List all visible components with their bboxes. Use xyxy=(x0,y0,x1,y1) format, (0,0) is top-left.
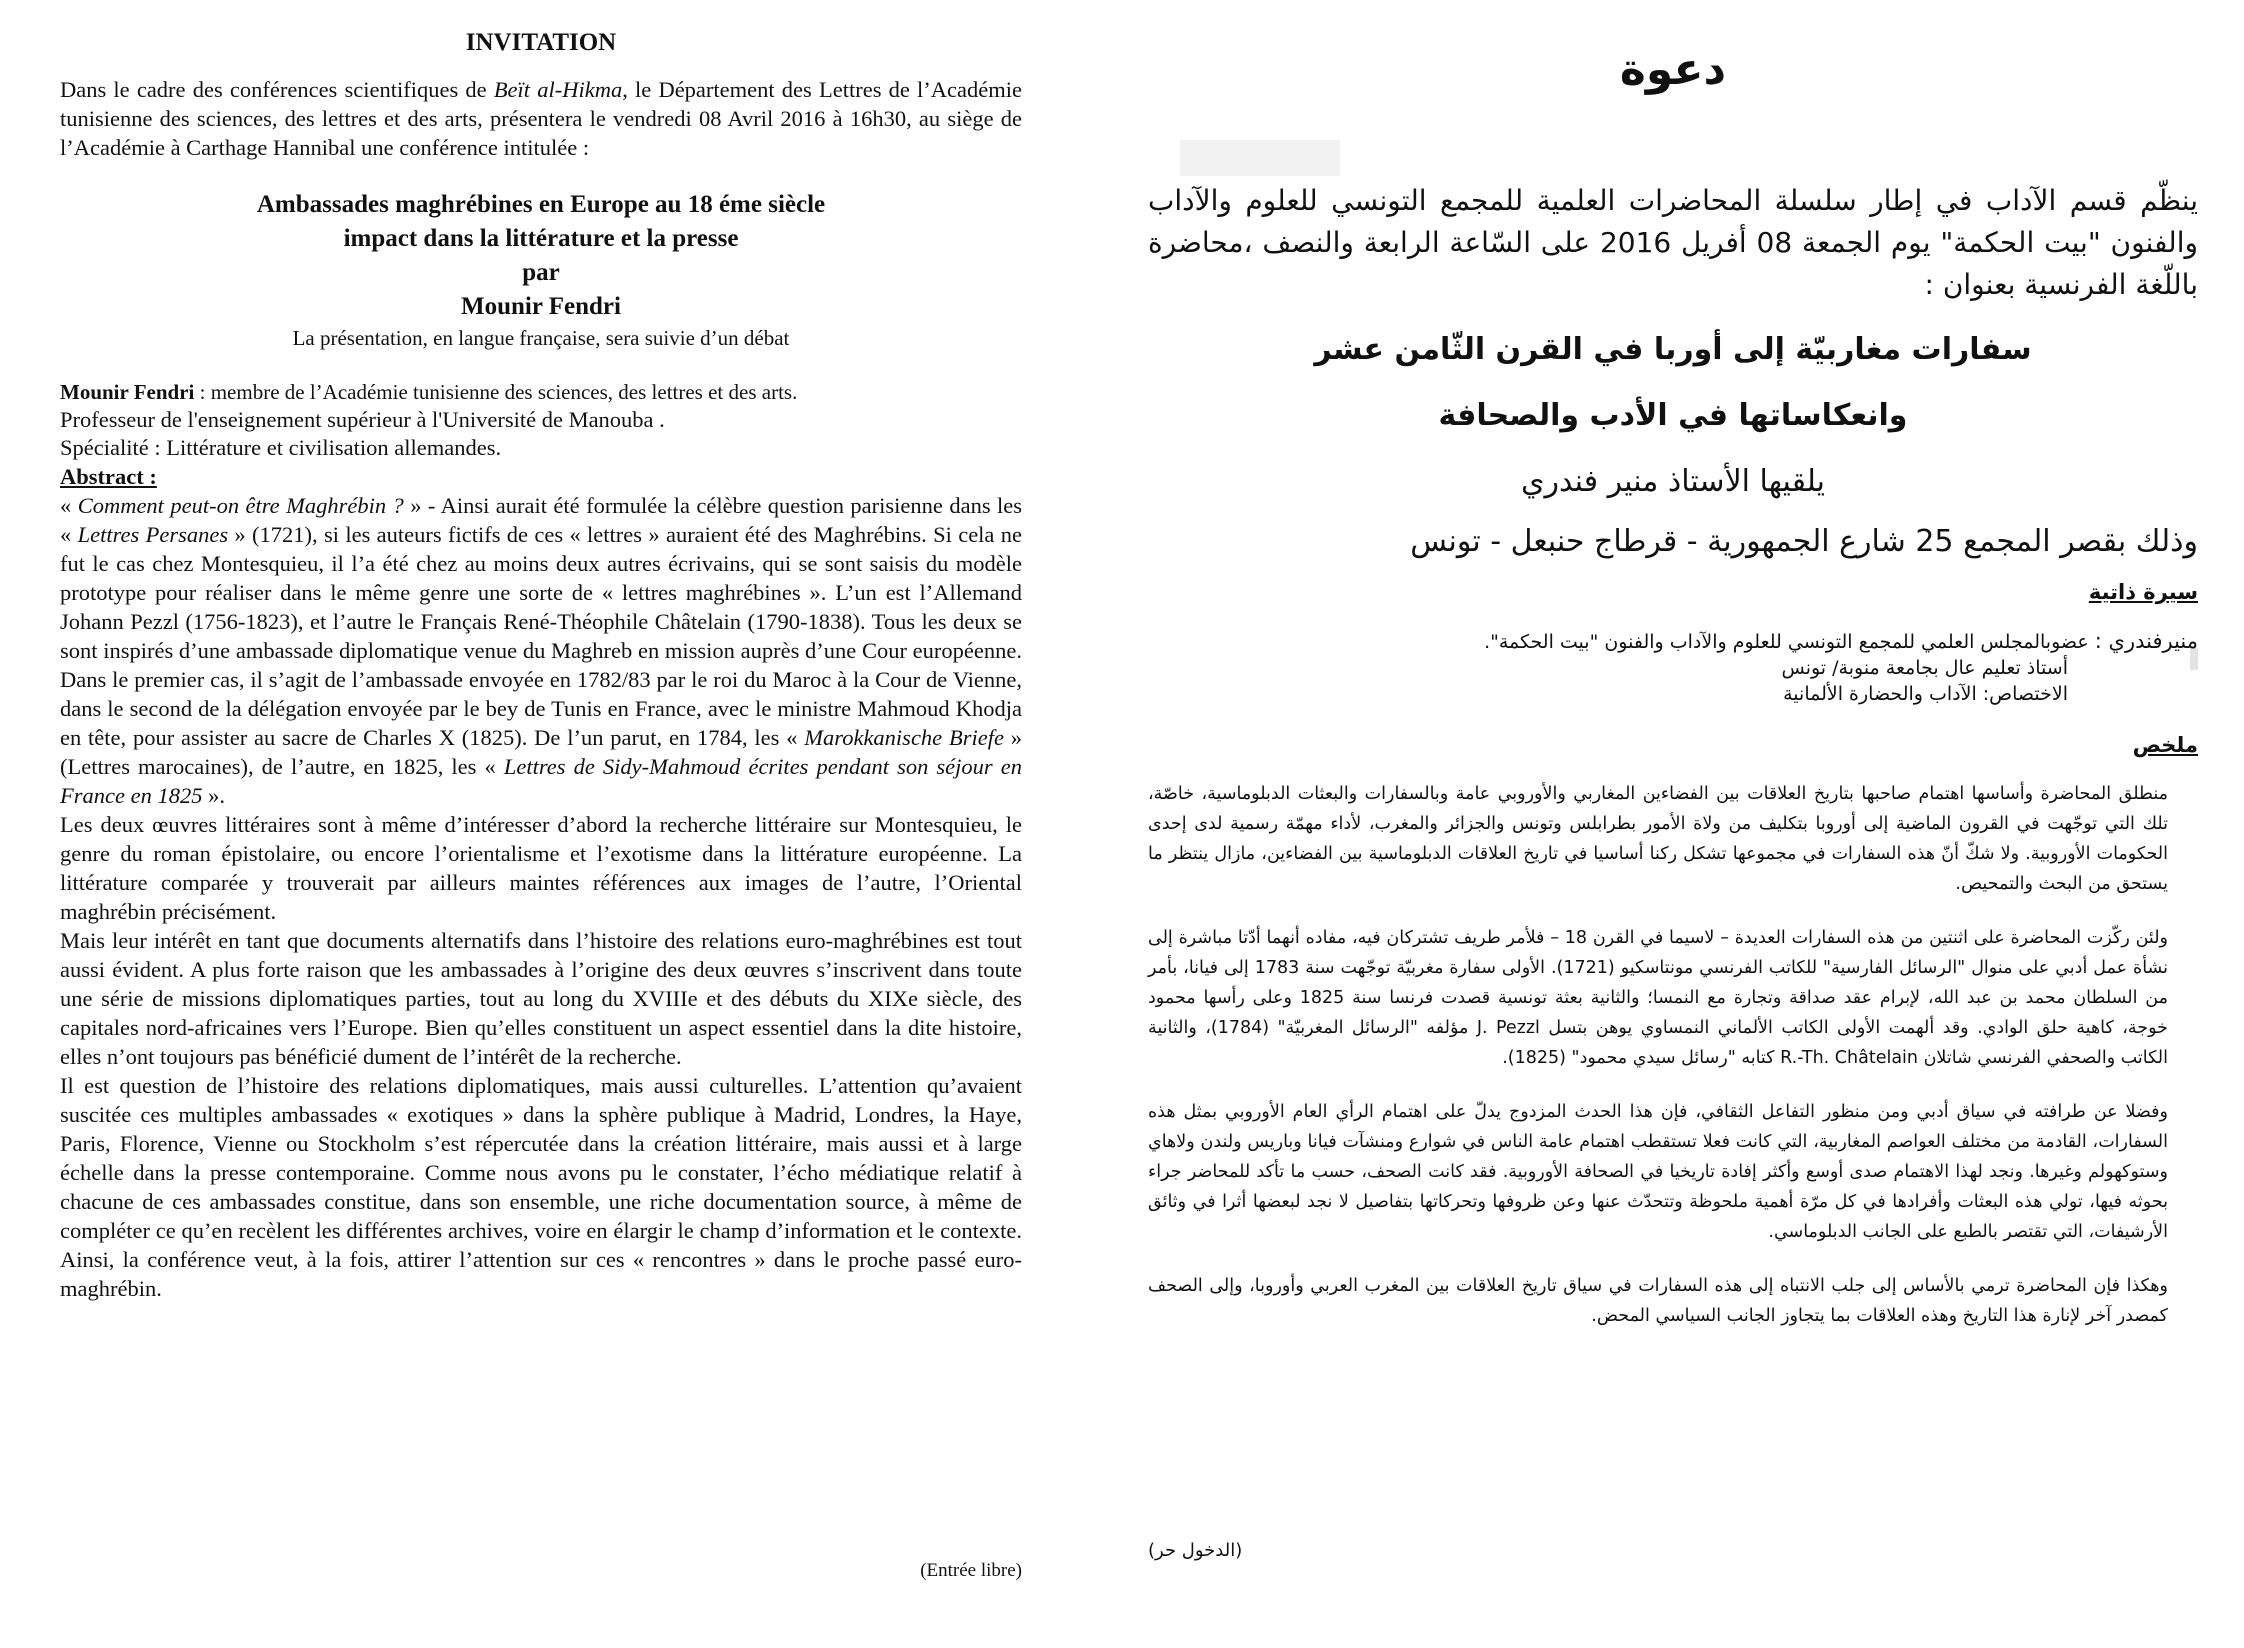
free-entry-note: (Entrée libre) xyxy=(920,1560,1022,1581)
abstract-paragraph: Il est question de l’histoire des relations diplomatiques, mais aussi culturelles. L’attention qu’avaient suscitée ces multiples ambassades « exotiques » dans la sphère publique à Madrid, Londres, la Haye, Paris, Florence, Vienne ou Stockholm s’est répercutée dans la création littéraire, mais aussi et à large échelle dans la presse contemporaine. Comme nous avons pu le constater, l’écho médiatique relatif à chacune de ces ambassades constitue, dans son ensemble, une riche documentation source, à même de compléter ce qu’en recèlent les différentes archives, voire en élargir le champ d’information et le contexte. Ainsi, la conférence veut, à la fois, attirer l’attention sur ces « rencontres » dans le proche passé euro-maghrébin. xyxy=(60,1073,1022,1301)
arabic-bio xyxy=(1148,628,2198,707)
arabic-invitation xyxy=(1148,40,2198,1561)
bio-position: Professeur de l'enseignement supérieur à l'Université de Manouba . xyxy=(60,407,665,432)
french-title: INVITATION xyxy=(465,29,617,56)
bio-specialty: Spécialité : Littérature et civilisation allemandes. xyxy=(60,435,502,460)
intro-text: Dans le cadre des conférences scientifiques de xyxy=(60,77,494,102)
abstract-paragraph: Mais leur intérêt en tant que documents alternatifs dans l’histoire des relations euro-maghrébines est tout aussi évident. A plus forte raison que les ambassades à l’origine des deux œuvres s’inscrivent dans toute une série de missions diplomatiques parties, tout au long du XVIIIe et des débuts du XIXe siècle, des capitales nord-africaines vers l’Europe. Bien qu’elles constituent un aspect essentiel dans la dite histoire, elles n’ont toujours pas bénéficié dument de l’intérêt de la recherche. xyxy=(60,928,1022,1069)
talk-title-line1: Ambassades maghrébines en Europe au 18 éme siècle xyxy=(256,191,826,218)
abstract-heading: Abstract : xyxy=(60,464,157,489)
bio-role: : membre de l’Académie tunisienne des sciences, des lettres et des arts. xyxy=(194,380,798,404)
french-abstract xyxy=(60,462,1022,1303)
french-invitation xyxy=(60,28,1023,1581)
arabic-title: دعوة xyxy=(1619,44,1727,95)
abstract-paragraph: ولئن ركّزت المحاضرة على اثنتين من هذه السفارات العديدة – لاسيما في القرن 18 – فلأمر طريف تشتركان فيه، مفاده أنهما أدّتا مباشرة إلى نشأة عمل أدبي على منوال "الرسائل الفارسية" للكاتب الفرنسي مونتاسكيو (1721). الأولى سفارة مغربيّة توجّهت سنة 1783 إلى فيانا، بأمر من السلطان محمد بن عبد الله، لإبرام عقد صداقة وتجارة مع النمسا؛ والثانية بعثة تونسية قصدت فرنسا سنة 1825 وعلى رأسها محمود خوجة، كاهية حلق الوادي. وقد ألهمت الأولى الكاتب الألماني النمساوي يوهن بتسل J. Pezzl مؤلفه "الرسائل المغربيّة" (1784)، والثانية الكاتب والصحفي الفرنسي شاتلان R.-Th. Châtelain كتابه "رسائل سيدي محمود" (1825). xyxy=(1148,928,2169,1068)
abstract-heading: ملخص xyxy=(2132,733,2198,757)
bio-name: منيرفندري : xyxy=(2094,629,2198,653)
abstract-paragraph: وهكذا فإن المحاضرة ترمي بالأساس إلى جلب الانتباه إلى هذه السفارات في سياق تاريخ العلاقات بين المغرب العربي وأوروبا، وإلى الصحف كمصدر آخر لإنارة هذا التاريخ وهذه العلاقات بما يتجاوز الجانب السياسي المحض. xyxy=(1148,1276,2168,1326)
french-intro xyxy=(60,75,1022,162)
talk-title-line2: impact dans la littérature et la presse xyxy=(343,225,739,252)
abstract-paragraph: « Comment peut-on être Maghrébin ? » - Ainsi aurait été formulée la célèbre question parisienne dans les « Lettres Persanes » (1721), si les auteurs fictifs de ces « lettres » auraient été des Maghrébins. Si cela ne fut le cas chez Montesquieu, il l’a été chez au moins deux autres écrivains, qui se sont saisis du modèle prototype pour réaliser dans le même genre une sorte de « lettres maghrébines ». L’un est l’Allemand Johann Pezzl (1756-1823), et l’autre le Français René-Théophile Châtelain (1790-1838). Tous les deux se sont inspirés d’une ambassade diplomatique venue du Maghreb en mission auprès d’une Cour européenne. Dans le premier cas, il s’agit de l’ambassade envoyée en 1782/83 par le roi du Maroc à la Cour de Vienne, dans le second de la délégation envoyée par le bey de Tunis en France, avec le ministre Mahmoud Khodja en tête, pour assister au sacre de Charles X (1825). De l’un parut, en 1784, les « Marokkanische Briefe » (Lettres marocaines), de l’autre, en 1825, les « Lettres de Sidy-Mahmoud écrites pendant son séjour en France en 1825 ». xyxy=(60,493,1023,808)
french-bio xyxy=(60,378,1022,462)
arabic-venue: وذلك بقصر المجمع 25 شارع الجمهورية - قرطاج حنبعل - تونس xyxy=(1410,524,2198,559)
arabic-speaker: يلقيها الأستاذ منير فندري xyxy=(1520,464,1826,499)
talk-title-line2: وانعكاساتها في الأدب والصحافة xyxy=(1438,398,1908,433)
bio-heading: سيرة ذاتية xyxy=(2088,580,2198,604)
talk-speaker: Mounir Fendri xyxy=(461,293,621,320)
intro-text-continued: , le Département des Lettres de l’Académie tunisienne des sciences, des lettres et des arts, présentera le vendredi 08 Avril 2016 à 16h30, au siège de l’Académie à Carthage Hannibal une conférence intitulée : xyxy=(60,77,1022,160)
arabic-talk-title xyxy=(1148,330,2198,436)
language-note: La présentation, en langue française, sera suivie d’un débat xyxy=(292,326,790,350)
bio-specialty: الاختصاص: الآداب والحضارة الألمانية xyxy=(1783,683,2068,705)
arabic-intro: ينظّم قسم الآداب في إطار سلسلة المحاضرات العلمية للمجمع التونسي للعلوم والآداب والفنون "بيت الحكمة" يوم الجمعة 08 أفريل 2016 على السّاعة الرابعة والنصف ،محاضرة باللّغة الفرنسية بعنوان : xyxy=(1148,184,2198,301)
arabic-abstract xyxy=(1148,779,2168,1331)
talk-title-line1: سفارات مغاربيّة إلى أوربا في القرن الثّامن عشر xyxy=(1314,332,2032,367)
bio-position: أستاذ تعليم عال بجامعة منوبة/ تونس xyxy=(1781,657,2068,679)
abstract-paragraph: وفضلا عن طرافته في سياق أدبي ومن منظور التفاعل الثقافي، فإن هذا الحدث المزدوج يدلّ على اهتمام الرأي العام الأوروبي بمثل هذه السفارات، القادمة من مختلف العواصم المغاربية، التي كانت فعلا تستقطب اهتمام عامة الناس في شوارع ومنشآت فيانا وباريس ولندن ولاهاي وستوكهولم وغيرها. ونجد لهذا الاهتمام صدى أوسع وأكثر إفادة تاريخيا في الصحافة الأوروبية. فقد كانت الصحف، حسب ما تأكد للمحاضر جراء بحوثه فيها، تولي هذه البعثات وأفرادها في كل مرّة أهمية ملحوظة وتتحدّث عنها وعن ظروفها وتحركاتها بتفاصيل لا نجد لبعضها أثرا في وثائق الأرشيفات، التي تقتصر بالطبع على الجانب الدبلوماسي. xyxy=(1148,1102,2168,1242)
intro-place: Beït al-Hikma xyxy=(493,77,623,102)
french-talk-title xyxy=(60,188,1022,324)
abstract-paragraph: Les deux œuvres littéraires sont à même d’intéresser d’abord la recherche littéraire sur Montesquieu, le genre du roman épistolaire, ou encore l’orientalisme et l’exotisme dans la littérature européenne. La littérature comparée y trouverait par ailleurs maintes références aux images de l’autre, l’Oriental maghrébin précisément. xyxy=(60,812,1022,924)
bio-role: عضوبالمجلس العلمي للمجمع التونسي للعلوم والآداب والفنون "بيت الحكمة". xyxy=(1484,631,2089,653)
abstract-paragraph: منطلق المحاضرة وأساسها اهتمام صاحبها بتاريخ العلاقات بين الفضاءين المغاربي والأوروبي عامة وبالسفارات والبعثات الدبلوماسية، خاصّة، تلك التي توجّهت في القرون الماضية إلى أوروبا بتكليف من ولاة الأمور بطرابلس وتونس والجزائر والمغرب، لأداء مهمّة رسمية لدى إحدى الحكومات الأوروبية. ولا شكّ أنّ هذه السفارات في مجموعها تشكل ركنا أساسيا في تاريخ العلاقات الدبلوماسية بين الفضاءين، مازال ينتظر ما يستحق من البحث والتمحيص. xyxy=(1148,784,2168,894)
talk-by: par xyxy=(522,259,560,286)
free-entry-note: (الدخول حر) xyxy=(1148,1540,1243,1561)
bio-name: Mounir Fendri xyxy=(60,380,195,404)
